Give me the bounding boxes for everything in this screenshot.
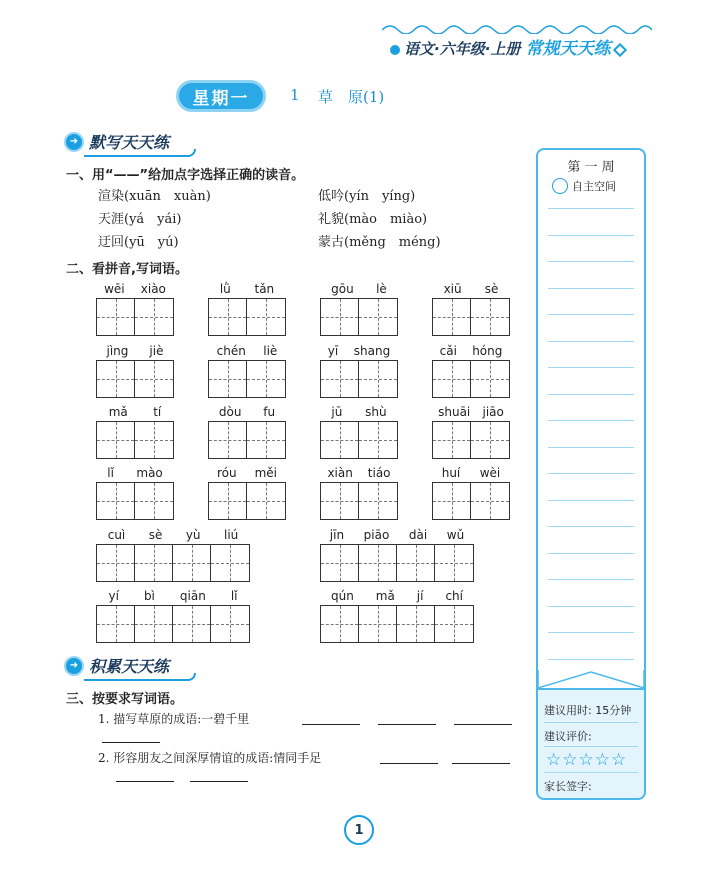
writing-cell[interactable]	[397, 606, 435, 642]
pinyin-syllable: wēi	[104, 282, 125, 296]
pinyin-syllable: fu	[263, 405, 276, 419]
pinyin-row	[432, 344, 510, 360]
pinyin-row	[320, 405, 398, 421]
pron-item: 天涯(yá yái)	[98, 212, 182, 227]
suggested-time: 建议用时: 15分钟	[544, 704, 632, 717]
writing-cell[interactable]	[97, 299, 135, 335]
pinyin-syllable: mào	[136, 466, 163, 480]
answer-blank[interactable]	[102, 742, 160, 743]
answer-blank[interactable]	[116, 781, 174, 782]
writing-cell[interactable]	[433, 483, 471, 519]
pinyin-syllable: hóng	[472, 344, 503, 358]
pinyin-row	[432, 282, 510, 298]
pinyin-syllable: liú	[223, 528, 239, 542]
word-box-group	[320, 344, 398, 398]
sidebar-writing-line[interactable]	[548, 420, 634, 421]
lesson-title: 草 原(1)	[318, 88, 385, 106]
self-space-label	[552, 178, 616, 194]
sidebar-writing-line[interactable]	[548, 659, 634, 660]
pinyin-syllable: mǎ	[375, 589, 395, 603]
writing-boxes	[432, 421, 510, 459]
pinyin-syllable: xiū	[443, 282, 462, 296]
writing-cell[interactable]	[471, 361, 509, 397]
header-wave-decoration	[382, 22, 652, 34]
pinyin-syllable: měi	[254, 466, 277, 480]
sidebar-fold-decoration	[538, 670, 644, 690]
pinyin-syllable: cǎi	[439, 344, 457, 358]
writing-boxes	[320, 482, 398, 520]
pinyin-syllable: dài	[408, 528, 428, 542]
sidebar-writing-line[interactable]	[548, 314, 634, 315]
pinyin-syllable: shù	[365, 405, 387, 419]
writing-boxes	[320, 298, 398, 336]
writing-cell[interactable]	[435, 606, 473, 642]
pron-item: 渲染(xuān xuàn)	[98, 189, 211, 204]
pinyin-row	[208, 344, 286, 360]
pinyin-row	[96, 528, 250, 544]
pinyin-syllable: huí	[441, 466, 461, 480]
word-box-group	[208, 282, 286, 336]
writing-cell[interactable]	[397, 545, 435, 581]
writing-cell[interactable]	[359, 606, 397, 642]
writing-boxes	[208, 298, 286, 336]
section-title: 默写天天练	[89, 133, 170, 152]
pinyin-syllable: tǎn	[254, 282, 275, 296]
q3-item-2: 2. 形容朋友之间深厚情谊的成语:情同手足	[98, 751, 322, 765]
section-heading-accumulation	[64, 654, 169, 677]
writing-cell[interactable]	[247, 361, 285, 397]
writing-cell[interactable]	[359, 483, 397, 519]
lesson-number: 1	[290, 86, 300, 104]
sidebar-writing-line[interactable]	[548, 208, 634, 209]
rating-label: 建议评价:	[544, 730, 592, 743]
pinyin-row	[320, 344, 398, 360]
writing-cell[interactable]	[321, 483, 359, 519]
writing-cell[interactable]	[359, 361, 397, 397]
word-box-group	[432, 405, 510, 459]
writing-cell[interactable]	[211, 606, 249, 642]
word-box-group	[96, 344, 174, 398]
writing-cell[interactable]	[97, 483, 135, 519]
writing-cell[interactable]	[135, 545, 173, 581]
pinyin-syllable: yī	[327, 344, 339, 358]
sidebar-writing-line[interactable]	[548, 632, 634, 633]
writing-boxes	[208, 482, 286, 520]
writing-cell[interactable]	[321, 422, 359, 458]
sidebar-writing-line[interactable]	[548, 579, 634, 580]
pinyin-syllable: róu	[216, 466, 237, 480]
pron-item: 迂回(yū yú)	[98, 235, 179, 250]
writing-cell[interactable]	[247, 483, 285, 519]
self-space-text: 自主空间	[572, 180, 616, 193]
writing-boxes	[96, 482, 174, 520]
word-box-group	[96, 528, 250, 582]
pinyin-syllable: qiān	[179, 589, 206, 603]
pinyin-row	[432, 405, 510, 421]
writing-cell[interactable]	[359, 545, 397, 581]
pinyin-syllable: jū	[331, 405, 343, 419]
sidebar-writing-line[interactable]	[548, 447, 634, 448]
answer-blank[interactable]	[454, 724, 512, 725]
pinyin-syllable: tí	[153, 405, 162, 419]
divider	[544, 772, 638, 773]
pinyin-syllable: yù	[185, 528, 201, 542]
sidebar-writing-line[interactable]	[548, 606, 634, 607]
sidebar-writing-line[interactable]	[548, 261, 634, 262]
writing-cell[interactable]	[173, 545, 211, 581]
writing-boxes	[320, 360, 398, 398]
sidebar-writing-line[interactable]	[548, 288, 634, 289]
word-box-group	[96, 466, 174, 520]
writing-cell[interactable]	[471, 422, 509, 458]
writing-cell[interactable]	[135, 483, 173, 519]
writing-boxes	[96, 605, 250, 643]
writing-boxes	[320, 421, 398, 459]
writing-cell[interactable]	[359, 422, 397, 458]
sidebar-writing-line[interactable]	[548, 473, 634, 474]
diamond-icon	[613, 42, 627, 56]
pinyin-syllable: shuāi	[438, 405, 471, 419]
word-box-group	[320, 405, 398, 459]
word-box-group	[432, 282, 510, 336]
writing-cell[interactable]	[433, 361, 471, 397]
writing-cell[interactable]	[321, 606, 359, 642]
writing-cell[interactable]	[321, 361, 359, 397]
pinyin-syllable: jí	[416, 589, 424, 603]
section-title: 积累天天练	[89, 657, 170, 676]
writing-cell[interactable]	[321, 545, 359, 581]
pinyin-syllable: jīn	[329, 528, 345, 542]
pinyin-syllable: liè	[263, 344, 278, 358]
writing-cell[interactable]	[471, 299, 509, 335]
writing-cell[interactable]	[471, 483, 509, 519]
pinyin-row	[320, 528, 474, 544]
word-box-group	[320, 466, 398, 520]
writing-cell[interactable]	[209, 483, 247, 519]
writing-boxes	[96, 298, 174, 336]
answer-blank[interactable]	[380, 763, 438, 764]
person-icon	[552, 178, 568, 194]
writing-cell[interactable]	[433, 299, 471, 335]
arrow-circle-icon: ➜	[64, 656, 84, 676]
writing-cell[interactable]	[435, 545, 473, 581]
pinyin-row	[320, 466, 398, 482]
pinyin-syllable: jìng	[106, 344, 129, 358]
answer-blank[interactable]	[190, 781, 248, 782]
week-label: 第 一 周	[567, 160, 615, 175]
pinyin-row	[432, 466, 510, 482]
heading-underline	[84, 673, 196, 681]
writing-cell[interactable]	[97, 545, 135, 581]
pinyin-syllable: lǜ	[219, 282, 231, 296]
pinyin-syllable: gōu	[331, 282, 354, 296]
pinyin-syllable: shang	[353, 344, 391, 358]
writing-boxes	[96, 421, 174, 459]
pinyin-row	[208, 405, 286, 421]
sidebar-writing-line[interactable]	[548, 235, 634, 236]
header-dot-icon	[390, 45, 400, 55]
pinyin-row	[96, 589, 250, 605]
brand-title: 常规天天练	[525, 39, 611, 59]
heading-underline	[84, 149, 196, 157]
pinyin-syllable: piāo	[363, 528, 390, 542]
star-rating[interactable]: ☆☆☆☆☆	[546, 750, 628, 770]
pron-item: 礼貌(mào miào)	[318, 212, 428, 227]
writing-boxes	[432, 482, 510, 520]
writing-cell[interactable]	[247, 422, 285, 458]
answer-blank[interactable]	[452, 763, 510, 764]
pinyin-syllable: mǎ	[108, 405, 128, 419]
pinyin-syllable: wèi	[479, 466, 501, 480]
writing-boxes	[96, 544, 250, 582]
pinyin-syllable: xiàn	[327, 466, 353, 480]
word-box-group	[208, 405, 286, 459]
pinyin-row	[320, 589, 474, 605]
word-box-group	[432, 344, 510, 398]
sidebar-writing-line[interactable]	[548, 341, 634, 342]
pinyin-row	[96, 282, 174, 298]
pinyin-row	[96, 466, 174, 482]
writing-boxes	[432, 298, 510, 336]
pinyin-syllable: lǐ	[230, 589, 238, 603]
writing-boxes	[320, 544, 474, 582]
writing-boxes	[96, 360, 174, 398]
word-box-group	[320, 589, 474, 643]
pinyin-syllable: lǐ	[107, 466, 114, 480]
header-title	[390, 34, 625, 59]
writing-boxes	[432, 360, 510, 398]
writing-boxes	[208, 421, 286, 459]
writing-cell[interactable]	[209, 361, 247, 397]
divider	[544, 722, 638, 723]
day-badge: 星期一	[176, 80, 266, 112]
word-box-group	[208, 466, 286, 520]
writing-cell[interactable]	[209, 422, 247, 458]
page-number: 1	[344, 815, 374, 845]
pinyin-syllable: sè	[484, 282, 499, 296]
writing-cell[interactable]	[97, 606, 135, 642]
pinyin-syllable: xiào	[140, 282, 166, 296]
writing-cell[interactable]	[135, 299, 173, 335]
sidebar-writing-line[interactable]	[548, 500, 634, 501]
word-box-group	[208, 344, 286, 398]
q3-item-1: 1. 描写草原的成语:一碧千里	[98, 712, 250, 726]
pinyin-syllable: chén	[216, 344, 246, 358]
writing-cell[interactable]	[321, 299, 359, 335]
pinyin-row	[208, 282, 286, 298]
section-heading-dictation	[64, 130, 169, 153]
pinyin-syllable: bì	[143, 589, 155, 603]
writing-boxes	[208, 360, 286, 398]
question-1-prompt: 一、用“——”给加点字选择正确的读音。	[66, 168, 305, 183]
arrow-circle-icon: ➜	[64, 132, 84, 152]
writing-cell[interactable]	[135, 361, 173, 397]
sidebar-writing-line[interactable]	[548, 553, 634, 554]
sidebar-writing-line[interactable]	[548, 367, 634, 368]
parent-signature-label: 家长签字:	[544, 780, 592, 793]
pinyin-syllable: cuì	[107, 528, 126, 542]
weekly-sidebar	[536, 148, 646, 798]
pinyin-syllable: lè	[376, 282, 387, 296]
pinyin-syllable: dòu	[218, 405, 242, 419]
answer-blank[interactable]	[302, 724, 360, 725]
question-3-prompt: 三、按要求写词语。	[66, 692, 184, 707]
pinyin-row	[96, 344, 174, 360]
writing-cell[interactable]	[135, 606, 173, 642]
pinyin-syllable: qún	[330, 589, 354, 603]
question-2-prompt: 二、看拼音,写词语。	[66, 262, 188, 277]
sidebar-writing-line[interactable]	[548, 526, 634, 527]
word-box-group	[432, 466, 510, 520]
word-box-group	[96, 589, 250, 643]
word-box-group	[320, 528, 474, 582]
writing-cell[interactable]	[135, 422, 173, 458]
writing-cell[interactable]	[433, 422, 471, 458]
writing-cell[interactable]	[211, 545, 249, 581]
pinyin-row	[208, 466, 286, 482]
writing-boxes	[320, 605, 474, 643]
writing-cell[interactable]	[247, 299, 285, 335]
book-title: 语文·六年级·上册	[404, 40, 521, 58]
sidebar-writing-line[interactable]	[548, 394, 634, 395]
writing-cell[interactable]	[359, 299, 397, 335]
pron-item: 蒙古(měng méng)	[318, 235, 441, 250]
pinyin-syllable: tiáo	[367, 466, 391, 480]
pron-item: 低吟(yín yíng)	[318, 189, 416, 204]
pinyin-row	[320, 282, 398, 298]
pinyin-syllable: yí	[108, 589, 119, 603]
pinyin-syllable: jiāo	[482, 405, 504, 419]
pinyin-syllable: jiè	[149, 344, 164, 358]
sidebar-evaluation-panel	[536, 688, 646, 800]
pinyin-row	[96, 405, 174, 421]
word-box-group	[96, 405, 174, 459]
answer-blank[interactable]	[378, 724, 436, 725]
writing-cell[interactable]	[97, 422, 135, 458]
writing-cell[interactable]	[97, 361, 135, 397]
word-box-group	[320, 282, 398, 336]
pinyin-syllable: sè	[148, 528, 163, 542]
writing-cell[interactable]	[209, 299, 247, 335]
pinyin-syllable: chí	[445, 589, 463, 603]
divider	[544, 746, 638, 747]
writing-cell[interactable]	[173, 606, 211, 642]
pinyin-syllable: wǔ	[446, 528, 465, 542]
word-box-group	[96, 282, 174, 336]
